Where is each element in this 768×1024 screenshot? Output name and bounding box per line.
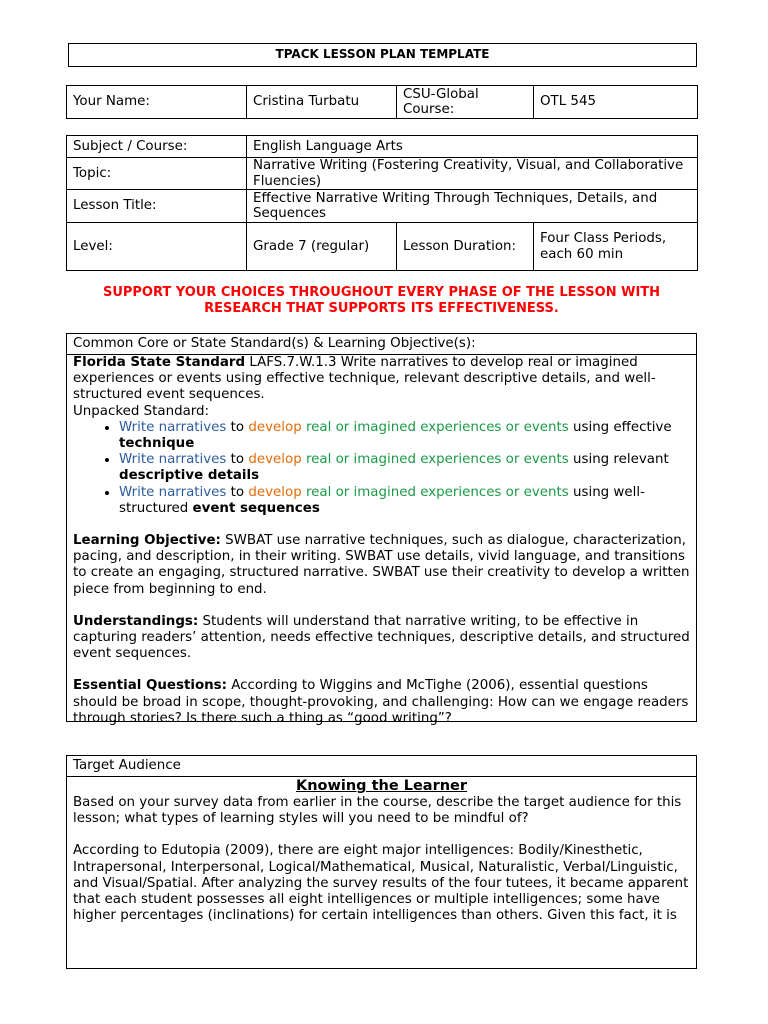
audience-body <box>67 777 696 924</box>
understandings-text: Students will understand that narrative writing, to be effective in capturing readers’ attention, needs effective techniques, descriptive details, and structured event sequences. <box>73 613 690 662</box>
learning-objective-text: SWBAT use narrative techniques, such as dialogue, characterization, pacing, and description, in their writing. SWBAT use details, vivid language, and transitions to create an engaging, structured narrative. SWBAT use their creativity to develop a written piece from beginning to end. <box>73 533 690 597</box>
state-standard <box>73 355 690 404</box>
essential-questions-text: According to Wiggins and McTighe (2006), essential questions should be broad in scope, thought-provoking, and challenging: How can we engage readers through stories? Is there such a thing as “good writing”? <box>73 678 689 726</box>
unpacked-list <box>73 420 690 517</box>
unpacked-label: Unpacked Standard: <box>73 403 210 419</box>
list-item <box>119 452 690 484</box>
audience-prompt: Based on your survey data from earlier in the course, describe the target audience for this lesson; what types of learning styles will you need to be mindful of? <box>73 795 682 827</box>
experiences-text: real or imagined experiences or events <box>301 419 569 435</box>
research-notice: SUPPORT YOUR CHOICES THROUGHOUT EVERY PHASE OF THE LESSON WITH RESEARCH THAT SUPPORTS ITS EFFECTIVENESS. <box>102 285 661 316</box>
standards-body <box>67 355 696 727</box>
level-value: Grade 7 (regular) <box>247 223 397 271</box>
connector-text: to <box>226 452 249 468</box>
details-table <box>66 135 698 271</box>
learning-objective <box>73 533 690 598</box>
key-term: event sequences <box>192 500 320 516</box>
understandings-label: Understandings: <box>73 613 199 629</box>
duration-label: Lesson Duration: <box>397 223 534 271</box>
connector-text: to <box>226 419 249 435</box>
experiences-text: real or imagined experiences or events <box>301 484 569 500</box>
write-narratives-text: Write narratives <box>119 419 227 435</box>
key-term: technique <box>119 436 195 452</box>
learning-objective-label: Learning Objective: <box>73 533 221 549</box>
using-text: using effective <box>568 419 672 435</box>
develop-text: develop <box>248 419 302 435</box>
duration-value: Four Class Periods, each 60 min <box>534 223 698 271</box>
state-standard-label: Florida State Standard <box>73 355 246 370</box>
list-item <box>119 485 690 517</box>
using-text: using relevant <box>568 452 669 468</box>
lesson-title-value: Effective Narrative Writing Through Techniques, Details, and Sequences <box>247 190 698 223</box>
course-label: CSU-Global Course: <box>397 86 534 119</box>
subject-label: Subject / Course: <box>67 136 247 158</box>
document-title: TPACK LESSON PLAN TEMPLATE <box>68 43 697 67</box>
develop-text: develop <box>248 484 302 500</box>
standards-section <box>66 333 697 726</box>
audience-header: Target Audience <box>67 756 696 777</box>
experiences-text: real or imagined experiences or events <box>301 452 569 468</box>
write-narratives-text: Write narratives <box>119 452 227 468</box>
name-value: Cristina Turbatu <box>247 86 397 119</box>
develop-text: develop <box>248 452 302 468</box>
essential-questions-label: Essential Questions: <box>73 678 227 694</box>
essential-questions <box>73 678 690 727</box>
topic-value: Narrative Writing (Fostering Creativity, Visual, and Collaborative Fluencies) <box>247 158 698 190</box>
audience-description: According to Edutopia (2009), there are eight major intelligences: Bodily/Kinesthetic, Intrapersonal, Interpersonal, Logical/Mathematical, Musical, Naturalistic, Verbal/Linguistic, and Visual/Spatial. After analyzing the survey results of the four tutees, it became apparent that each student possesses all eight intelligences or multiple intelligences; some have higher percentages (inclinations) for certain intelligences than others. Given this fact, it is <box>73 843 689 924</box>
lesson-title-label: Lesson Title: <box>67 190 247 223</box>
understandings <box>73 614 690 663</box>
list-item <box>119 420 690 452</box>
knowing-the-learner-title: Knowing the Learner <box>295 778 468 794</box>
key-term: descriptive details <box>119 468 260 484</box>
info-table <box>66 85 698 119</box>
state-standard-text: LAFS.7.W.1.3 Write narratives to develop real or imagined experiences or events using effective technique, relevant descriptive details, and well-structured event sequences. <box>73 355 656 403</box>
using-text: using well-structured <box>119 484 645 516</box>
audience-section <box>66 755 697 969</box>
write-narratives-text: Write narratives <box>119 484 227 500</box>
name-label: Your Name: <box>67 86 247 119</box>
topic-label: Topic: <box>67 158 247 190</box>
level-label: Level: <box>67 223 247 271</box>
standards-header: Common Core or State Standard(s) & Learning Objective(s): <box>67 334 696 355</box>
connector-text: to <box>226 484 249 500</box>
course-value: OTL 545 <box>534 86 698 119</box>
subject-value: English Language Arts <box>247 136 698 158</box>
